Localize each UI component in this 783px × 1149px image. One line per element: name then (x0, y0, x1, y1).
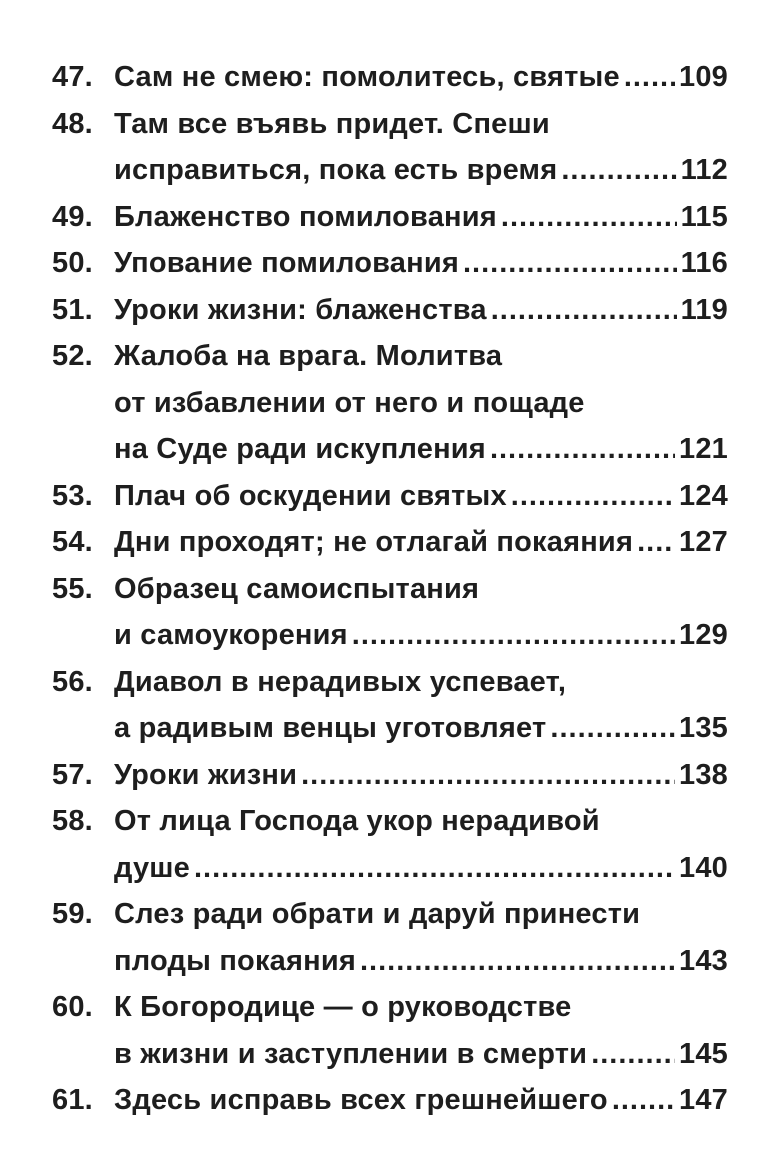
dot-leader (194, 845, 675, 892)
toc-entry-line (52, 984, 728, 1031)
toc-entry (52, 287, 728, 334)
dot-leader (501, 194, 677, 241)
page-number: 145 (679, 1037, 728, 1070)
toc-entry-line (52, 566, 728, 613)
toc-entry (52, 659, 728, 752)
entry-title: К Богородице — о руководстве (114, 991, 572, 1023)
page-number: 140 (679, 851, 728, 884)
toc-entry-line (52, 519, 728, 566)
toc-entry-line (52, 659, 728, 706)
entry-number: 56. (52, 665, 93, 698)
dot-leader (360, 938, 675, 985)
entry-title: Плач об оскудении святых (114, 479, 507, 512)
page-number: 138 (679, 758, 728, 791)
dot-leader (612, 1077, 675, 1124)
entry-number: 55. (52, 572, 93, 605)
page-number: 119 (680, 293, 728, 326)
toc-entry-line (52, 845, 728, 892)
toc-entry-line (52, 380, 728, 427)
entry-title: Уроки жизни: блаженства (114, 293, 487, 326)
entry-title: Образец самоиспытания (114, 572, 480, 605)
dot-leader (301, 752, 675, 799)
toc-entry (52, 891, 728, 984)
entry-title: от избавлении от него и пощаде (114, 386, 585, 419)
entry-title: Сам не смею: помолитесь, святые (114, 61, 620, 93)
toc-entry (52, 473, 728, 520)
entry-title: Там все въявь придет. Спеши (114, 107, 550, 140)
toc-entry (52, 101, 728, 194)
toc-entry-line (52, 938, 728, 985)
entry-title: а радивым венцы уготовляет (114, 712, 547, 744)
entry-number: 48. (52, 107, 93, 140)
entry-number: 58. (52, 805, 93, 837)
dot-leader (624, 54, 675, 101)
page-number: 116 (680, 247, 728, 279)
entry-title: плоды покаяния (114, 944, 356, 977)
entry-title: Диавол в нерадивых успевает, (114, 665, 567, 698)
page-number: 127 (679, 526, 728, 558)
page-number: 112 (680, 154, 728, 186)
entry-number: 53. (52, 479, 93, 512)
entry-number: 50. (52, 247, 93, 279)
toc-entry (52, 333, 728, 473)
toc-entry-line (52, 473, 728, 520)
table-of-contents (52, 54, 728, 1124)
toc-entry (52, 519, 728, 566)
entry-title: Блаженство помилования (114, 200, 497, 233)
toc-entry (52, 54, 728, 101)
toc-entry-line (52, 287, 728, 334)
entry-title: в жизни и заступлении в смерти (114, 1037, 588, 1070)
dot-leader (561, 147, 676, 194)
page-number: 124 (679, 479, 728, 512)
entry-number: 49. (52, 200, 93, 233)
dot-leader (491, 287, 677, 334)
page-number: 135 (679, 712, 728, 744)
toc-entry-line (52, 1077, 728, 1124)
entry-number: 47. (52, 61, 93, 93)
dot-leader (511, 473, 675, 520)
page-number: 121 (679, 433, 728, 465)
toc-entry-line (52, 752, 728, 799)
toc-entry (52, 984, 728, 1077)
entry-title: От лица Господа укор нерадивой (114, 805, 600, 837)
toc-entry-line (52, 147, 728, 194)
toc-entry-line (52, 426, 728, 473)
dot-leader (352, 612, 675, 659)
entry-title: и самоукорения (114, 619, 348, 651)
entry-number: 57. (52, 758, 93, 791)
dot-leader (550, 705, 675, 752)
toc-entry-line (52, 101, 728, 148)
entry-title: на Суде ради искупления (114, 433, 486, 465)
toc-entry-line (52, 612, 728, 659)
toc-entry (52, 566, 728, 659)
toc-entry-line (52, 891, 728, 938)
entry-title: Уроки жизни (114, 758, 298, 791)
page-number: 143 (679, 944, 728, 977)
entry-title: Слез ради обрати и даруй принести (114, 898, 641, 930)
dot-leader (591, 1031, 675, 1078)
entry-number: 54. (52, 526, 93, 558)
toc-entry-line (52, 705, 728, 752)
toc-entry-line (52, 240, 728, 287)
toc-entry-line (52, 333, 728, 380)
toc-entry (52, 240, 728, 287)
page-number: 115 (680, 200, 728, 233)
entry-number: 59. (52, 898, 93, 930)
toc-entry-line (52, 798, 728, 845)
entry-title: исправиться, пока есть время (114, 154, 558, 186)
entry-number: 60. (52, 991, 93, 1023)
toc-entry-line (52, 194, 728, 241)
toc-entry (52, 194, 728, 241)
entry-title: Дни проходят; не отлагай покаяния (114, 526, 634, 558)
entry-title: Здесь исправь всех грешнейшего (114, 1084, 608, 1116)
toc-entry-line (52, 1031, 728, 1078)
toc-entry (52, 1077, 728, 1124)
entry-title: душе (114, 851, 190, 884)
entry-title: Жалоба на врага. Молитва (114, 340, 503, 372)
entry-number: 52. (52, 340, 93, 372)
dot-leader (637, 519, 675, 566)
entry-title: Упование помилования (114, 247, 459, 279)
dot-leader (463, 240, 677, 287)
dot-leader (490, 426, 675, 473)
toc-entry (52, 752, 728, 799)
toc-entry (52, 798, 728, 891)
toc-entry-line (52, 54, 728, 101)
entry-number: 61. (52, 1084, 93, 1116)
page-number: 109 (679, 61, 728, 93)
entry-number: 51. (52, 293, 93, 326)
page-number: 147 (679, 1084, 728, 1116)
page-number: 129 (679, 619, 728, 651)
